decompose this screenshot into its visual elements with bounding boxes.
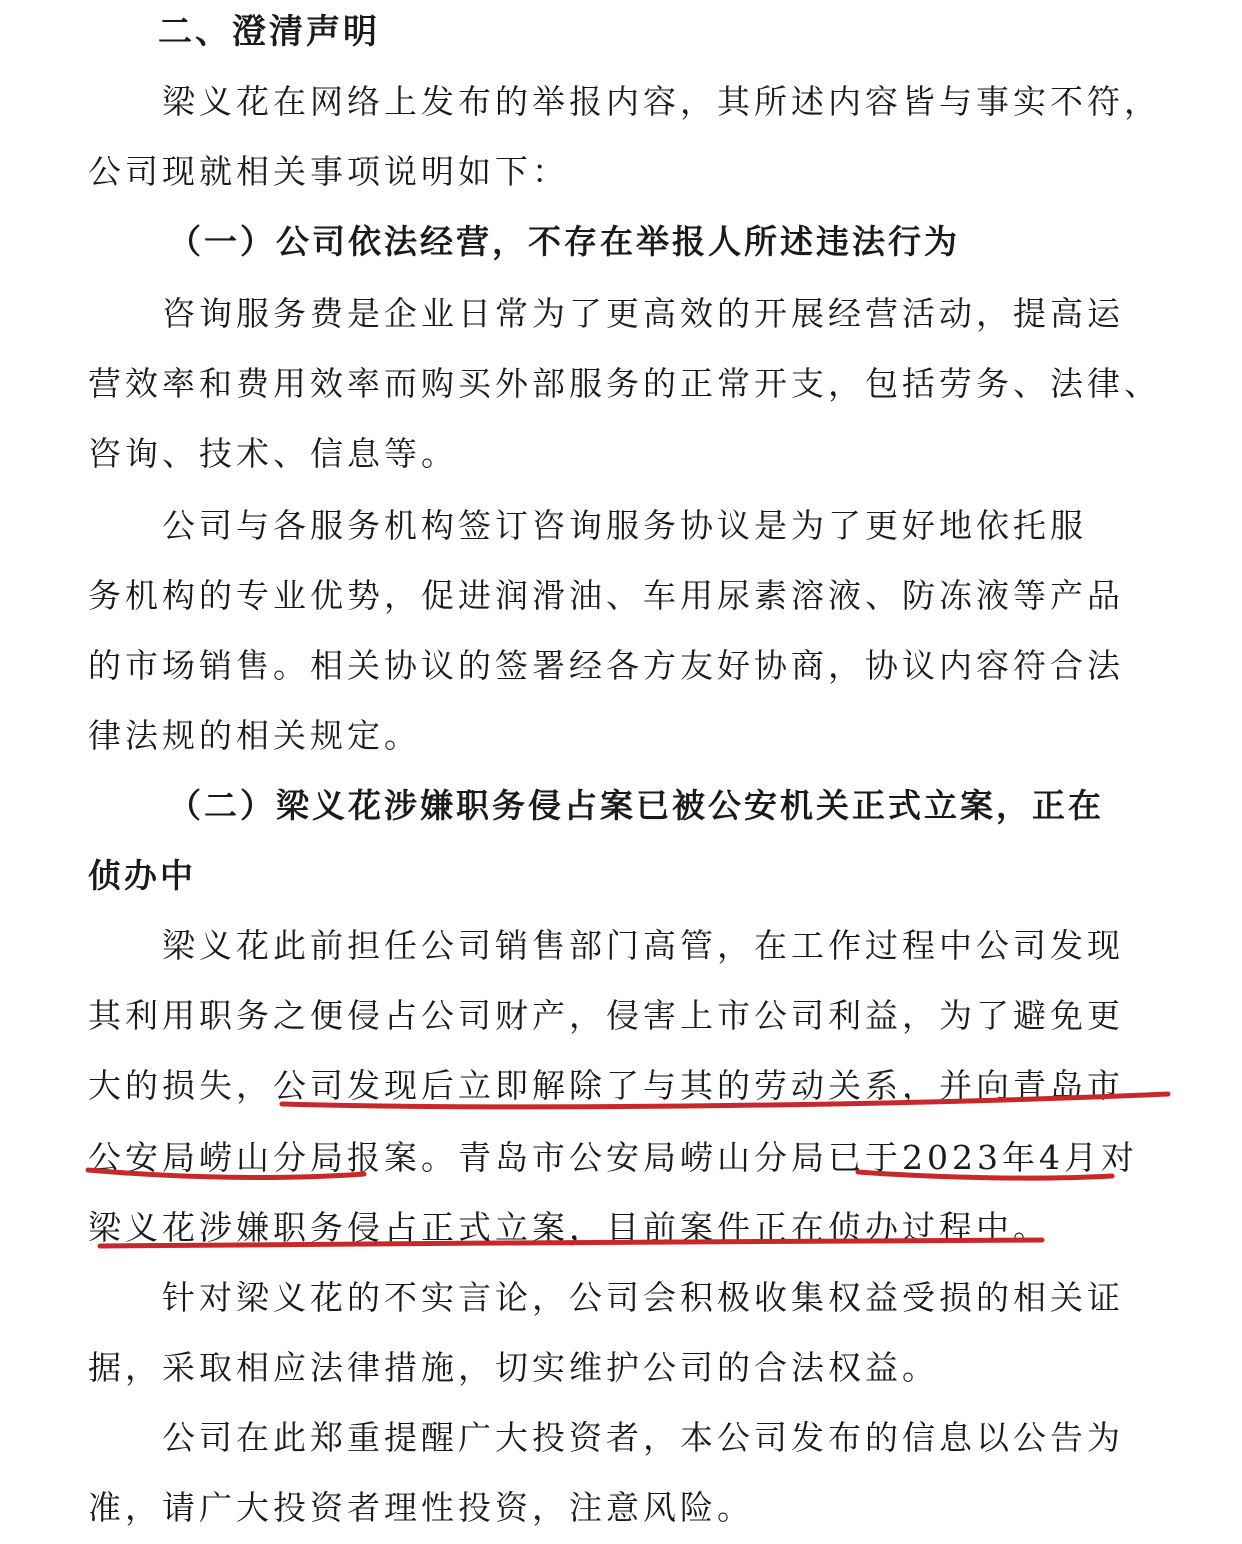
- part1-para1-line-1: 咨询服务费是企业日常为了更高效的开展经营活动，提高运: [162, 294, 1124, 333]
- part1-para2-line-1: 公司与各服务机构签订咨询服务协议是为了更好地依托服: [162, 506, 1087, 545]
- section-heading: 二、澄清声明: [158, 12, 380, 52]
- part1-para2-line-3: 的市场销售。相关协议的签署经各方友好协商，协议内容符合法: [88, 646, 1124, 685]
- part2-para2-line-1: 针对梁义花的不实言论，公司会积极收集权益受损的相关证: [162, 1278, 1124, 1317]
- part2-para1-line-4: 公安局崂山分局报案。青岛市公安局崂山分局已于2023年4月对: [88, 1138, 1138, 1177]
- part1-para2-line-2: 务机构的专业优势，促进润滑油、车用尿素溶液、防冻液等产品: [88, 576, 1124, 615]
- part1-para2-line-4: 律法规的相关规定。: [88, 716, 421, 755]
- part2-para2-line-2: 据，采取相应法律措施，切实维护公司的合法权益。: [88, 1348, 939, 1387]
- intro-line-2: 公司现就相关事项说明如下：: [88, 152, 569, 191]
- part2-para1-line-1: 梁义花此前担任公司销售部门高管，在工作过程中公司发现: [162, 926, 1124, 965]
- part2-para1-line-5: 梁义花涉嫌职务侵占正式立案，目前案件正在侦办过程中。: [88, 1208, 1050, 1247]
- intro-line-1: 梁义花在网络上发布的举报内容，其所述内容皆与事实不符，: [162, 82, 1161, 121]
- part2-para1-line-2: 其利用职务之便侵占公司财产，侵害上市公司利益，为了避免更: [88, 996, 1124, 1035]
- part2-heading-line-1: （二）梁义花涉嫌职务侵占案已被公安机关正式立案，正在: [168, 786, 1104, 825]
- part2-para3-line-2: 准，请广大投资者理性投资，注意风险。: [88, 1488, 754, 1527]
- part1-heading: （一）公司依法经营，不存在举报人所述违法行为: [168, 222, 960, 261]
- part2-para3-line-1: 公司在此郑重提醒广大投资者，本公司发布的信息以公告为: [162, 1418, 1124, 1457]
- part1-para1-line-3: 咨询、技术、信息等。: [88, 434, 458, 473]
- part2-heading-line-2: 侦办中: [88, 856, 196, 895]
- part1-para1-line-2: 营效率和费用效率而购买外部服务的正常开支，包括劳务、法律、: [88, 364, 1161, 403]
- part2-para1-line-3: 大的损失，公司发现后立即解除了与其的劳动关系，并向青岛市: [88, 1066, 1124, 1105]
